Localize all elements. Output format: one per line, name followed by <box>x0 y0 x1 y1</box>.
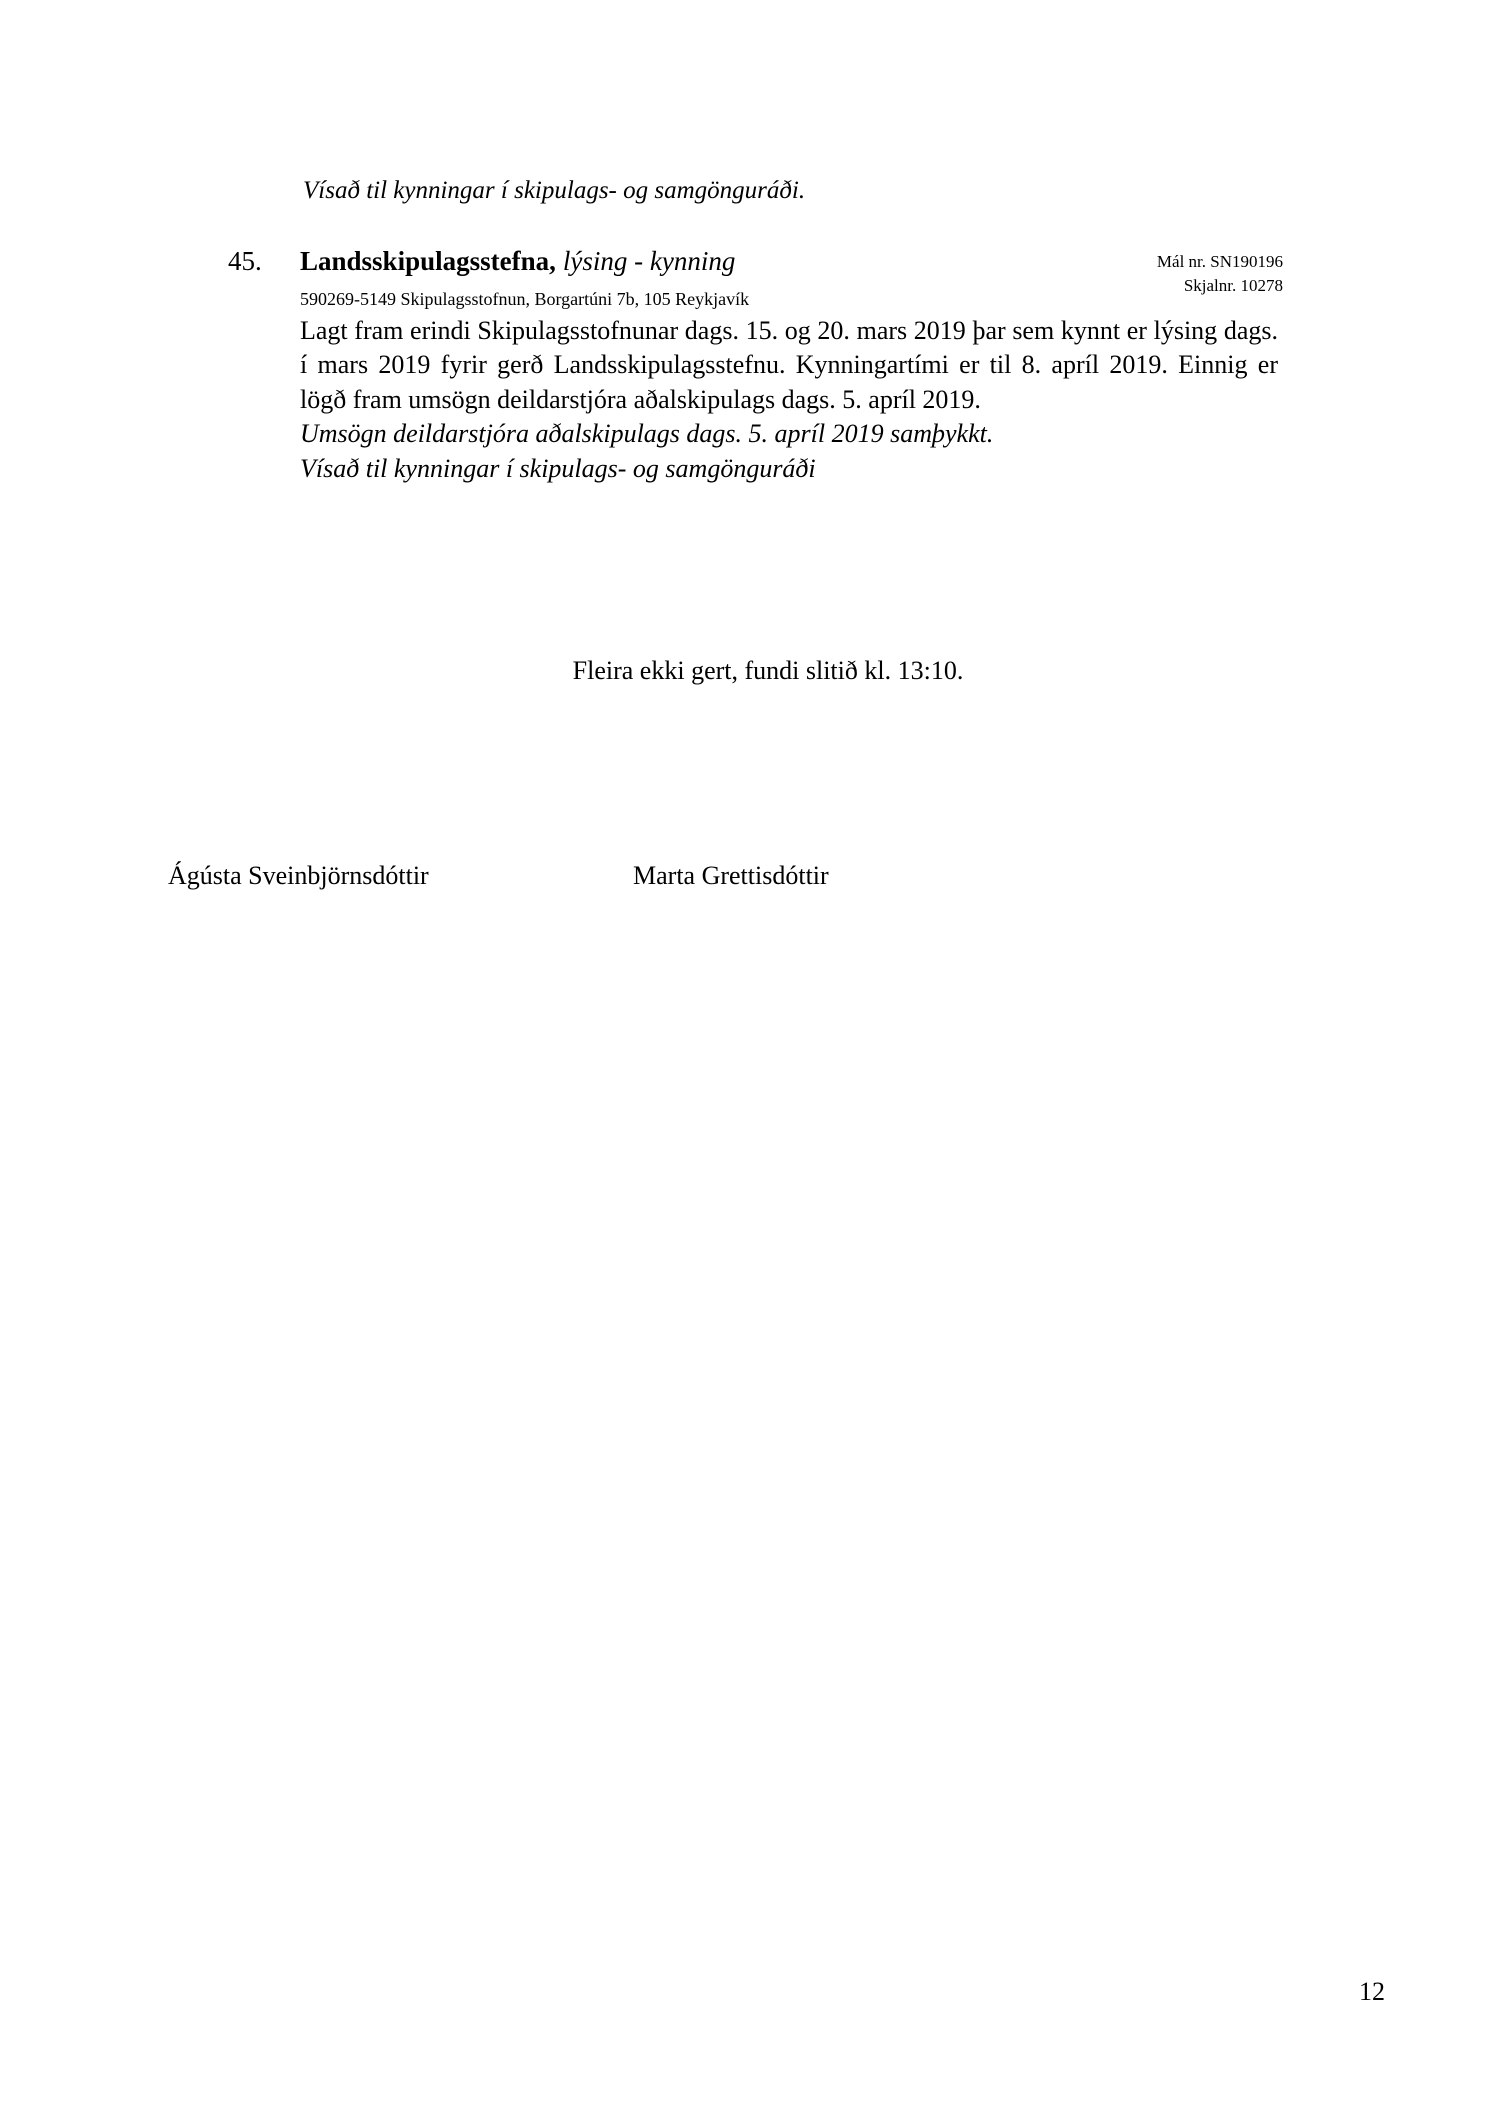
case-metadata <box>1157 250 1283 299</box>
page-content <box>168 175 1283 901</box>
applicant-organization: 590269-5149 Skipulagsstofnun, Borgartúni 7b, 105 Reykjavík <box>300 288 750 309</box>
agenda-item-number: 45. <box>228 245 262 276</box>
agenda-item-body: Lagt fram erindi Skipulagsstofnunar dags. 15. og 20. mars 2019 þar sem kynnt er lýsing dags. í mars 2019 fyrir gerð Landsskipulagsstefnu. Kynningartími er til 8. apríl 2019. Einnig er lögð fram umsögn deildarstjóra aðalskipulags dags. 5. apríl 2019. <box>300 315 1278 414</box>
signature-block <box>168 861 1278 901</box>
agenda-item-subtitle: lýsing - kynning <box>562 245 736 276</box>
agenda-item-header <box>228 246 1278 277</box>
meeting-closing-statement: Fleira ekki gert, fundi slitið kl. 13:10. <box>572 656 964 686</box>
agenda-item <box>228 245 1283 487</box>
agenda-item-resolution-1: Umsögn deildarstjóra aðalskipulags dags. 5. apríl 2019 samþykkt. <box>300 419 994 449</box>
signature-right: Marta Grettisdóttir <box>633 861 829 891</box>
intro-note: Vísað til kynningar í skipulags- og samgönguráði. <box>303 177 806 204</box>
case-number: Mál nr. SN190196 <box>1156 251 1283 271</box>
agenda-item-title: Landsskipulagsstefna, <box>300 245 556 276</box>
page-number: 12 <box>1359 1977 1385 2006</box>
agenda-item-resolution-2: Vísað til kynningar í skipulags- og samgönguráði <box>300 453 816 483</box>
signature-left: Ágústa Sveinbjörnsdóttir <box>168 861 429 891</box>
document-number: Skjalnr. 10278 <box>1183 276 1283 296</box>
